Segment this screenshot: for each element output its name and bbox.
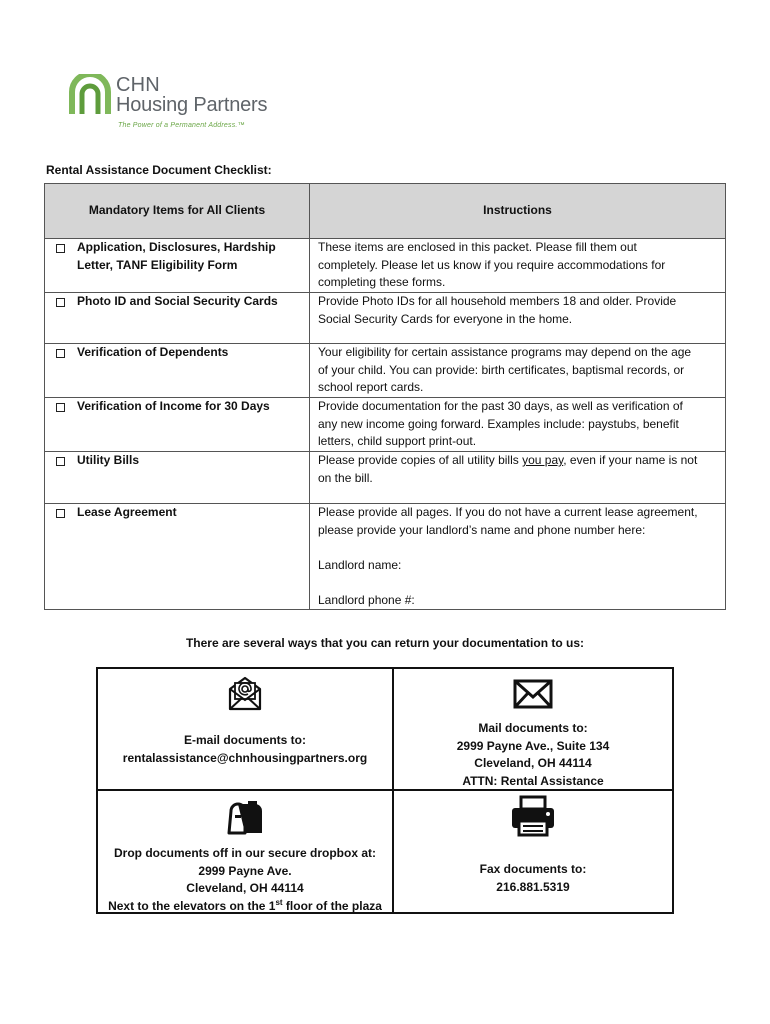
dropbox-address-line1: 2999 Payne Ave. (198, 863, 292, 878)
logo-arches-icon (68, 74, 112, 114)
underlined-you-pay: you pay (522, 453, 564, 467)
table-row (45, 293, 726, 344)
instruction-line: These items are enclosed in this packet. Please fill them out (318, 240, 637, 254)
table-row (45, 452, 726, 504)
checkbox[interactable] (56, 509, 65, 518)
item-label: Utility Bills (77, 453, 140, 467)
landlord-name-field[interactable]: Landlord name: (318, 557, 402, 572)
item-label: Verification of Income for 30 Days (77, 399, 270, 413)
table-header-row (45, 184, 726, 239)
instruction-line: completely. Please let us know if you require accommodations for (318, 257, 666, 272)
envelope-icon (513, 679, 553, 709)
instruction-line: school report cards. (318, 380, 424, 394)
item-label: Verification of Dependents (77, 345, 229, 359)
item-cell (45, 452, 310, 504)
table-row (45, 239, 726, 293)
instruction-line: completing these forms. (318, 275, 446, 289)
item-label: Lease Agreement (77, 505, 177, 519)
item-cell (45, 239, 310, 293)
instruction-cell (310, 504, 726, 610)
mailbox-icon (225, 801, 265, 835)
dropbox-location: Next to the elevators on the 1st floor of the plaza (108, 897, 382, 913)
email-text (98, 732, 392, 767)
table-row (45, 398, 726, 452)
checkbox[interactable] (56, 298, 65, 307)
instruction-line: Please provide all pages. If you do not have a current lease agreement, (318, 505, 698, 519)
mail-attn: ATTN: Rental Assistance (462, 773, 604, 788)
dropbox-text (98, 845, 392, 915)
checklist-table (44, 183, 726, 610)
instruction-cell (310, 452, 726, 504)
item-cell (45, 344, 310, 398)
instruction-line: of your child. You can provide: birth certificates, baptismal records, or (318, 362, 685, 377)
instruction-cell (310, 293, 726, 344)
dropbox-address-line2: Cleveland, OH 44114 (186, 881, 304, 895)
checkbox[interactable] (56, 349, 65, 358)
logo-name-line2: Housing Partners (116, 94, 268, 116)
checkbox[interactable] (56, 244, 65, 253)
email-at-icon (227, 675, 263, 711)
mail-label: Mail documents to: (478, 721, 588, 735)
landlord-phone-field[interactable]: Landlord phone #: (318, 592, 415, 607)
fax-number[interactable]: 216.881.5319 (496, 879, 570, 894)
logo-name-line1: CHN (116, 74, 160, 96)
fax-method (394, 791, 672, 912)
fax-icon (510, 795, 556, 837)
email-address-link[interactable]: rentalassistance@chnhousingpartners.org (122, 750, 368, 765)
checklist-title: Rental Assistance Document Checklist: (46, 163, 272, 177)
email-method (98, 669, 394, 791)
instruction-cell (310, 344, 726, 398)
dropbox-method (98, 791, 394, 912)
mail-method (394, 669, 672, 791)
instruction-line: Social Security Cards for everyone in the home. (318, 311, 573, 326)
header-items: Mandatory Items for All Clients (45, 184, 310, 239)
instruction-line: on the bill. (318, 470, 373, 485)
instruction-line: please provide your landlord’s name and phone number here: (318, 522, 646, 537)
instruction-cell (310, 398, 726, 452)
item-cell (45, 398, 310, 452)
instruction-line: letters, child support print-out. (318, 434, 477, 448)
mail-address-line2: Cleveland, OH 44114 (474, 756, 592, 770)
instruction-line: Provide documentation for the past 30 days, as well as verification of (318, 399, 683, 413)
instruction-line: Your eligibility for certain assistance programs may depend on the age (318, 345, 692, 359)
table-row (45, 344, 726, 398)
return-methods-grid (96, 667, 674, 914)
instruction-line: any new income going forward. Examples include: paystubs, benefit (318, 416, 679, 431)
fax-label: Fax documents to: (479, 862, 587, 876)
checkbox[interactable] (56, 457, 65, 466)
chn-logo (66, 72, 296, 136)
instruction-cell (310, 239, 726, 293)
logo-tagline: The Power of a Permanent Address.™ (118, 122, 245, 129)
email-label: E-mail documents to: (183, 733, 306, 747)
instruction-line: Please provide copies of all utility bills you pay, even if your name is not (318, 453, 698, 467)
item-label: Photo ID and Social Security Cards (77, 294, 278, 308)
mail-text (394, 720, 672, 790)
item-cell (45, 504, 310, 610)
mail-address-line1: 2999 Payne Ave., Suite 134 (456, 738, 610, 753)
return-methods-heading: There are several ways that you can return your documentation to us: (185, 636, 585, 650)
item-cell (45, 293, 310, 344)
header-instructions: Instructions (310, 184, 726, 239)
dropbox-label: Drop documents off in our secure dropbox at: (113, 846, 376, 860)
fax-text (394, 861, 672, 896)
checkbox[interactable] (56, 403, 65, 412)
table-row (45, 504, 726, 610)
instruction-line: Provide Photo IDs for all household members 18 and older. Provide (318, 294, 677, 308)
item-label: Application, Disclosures, Hardship Letter, TANF Eligibility Form (77, 240, 276, 272)
